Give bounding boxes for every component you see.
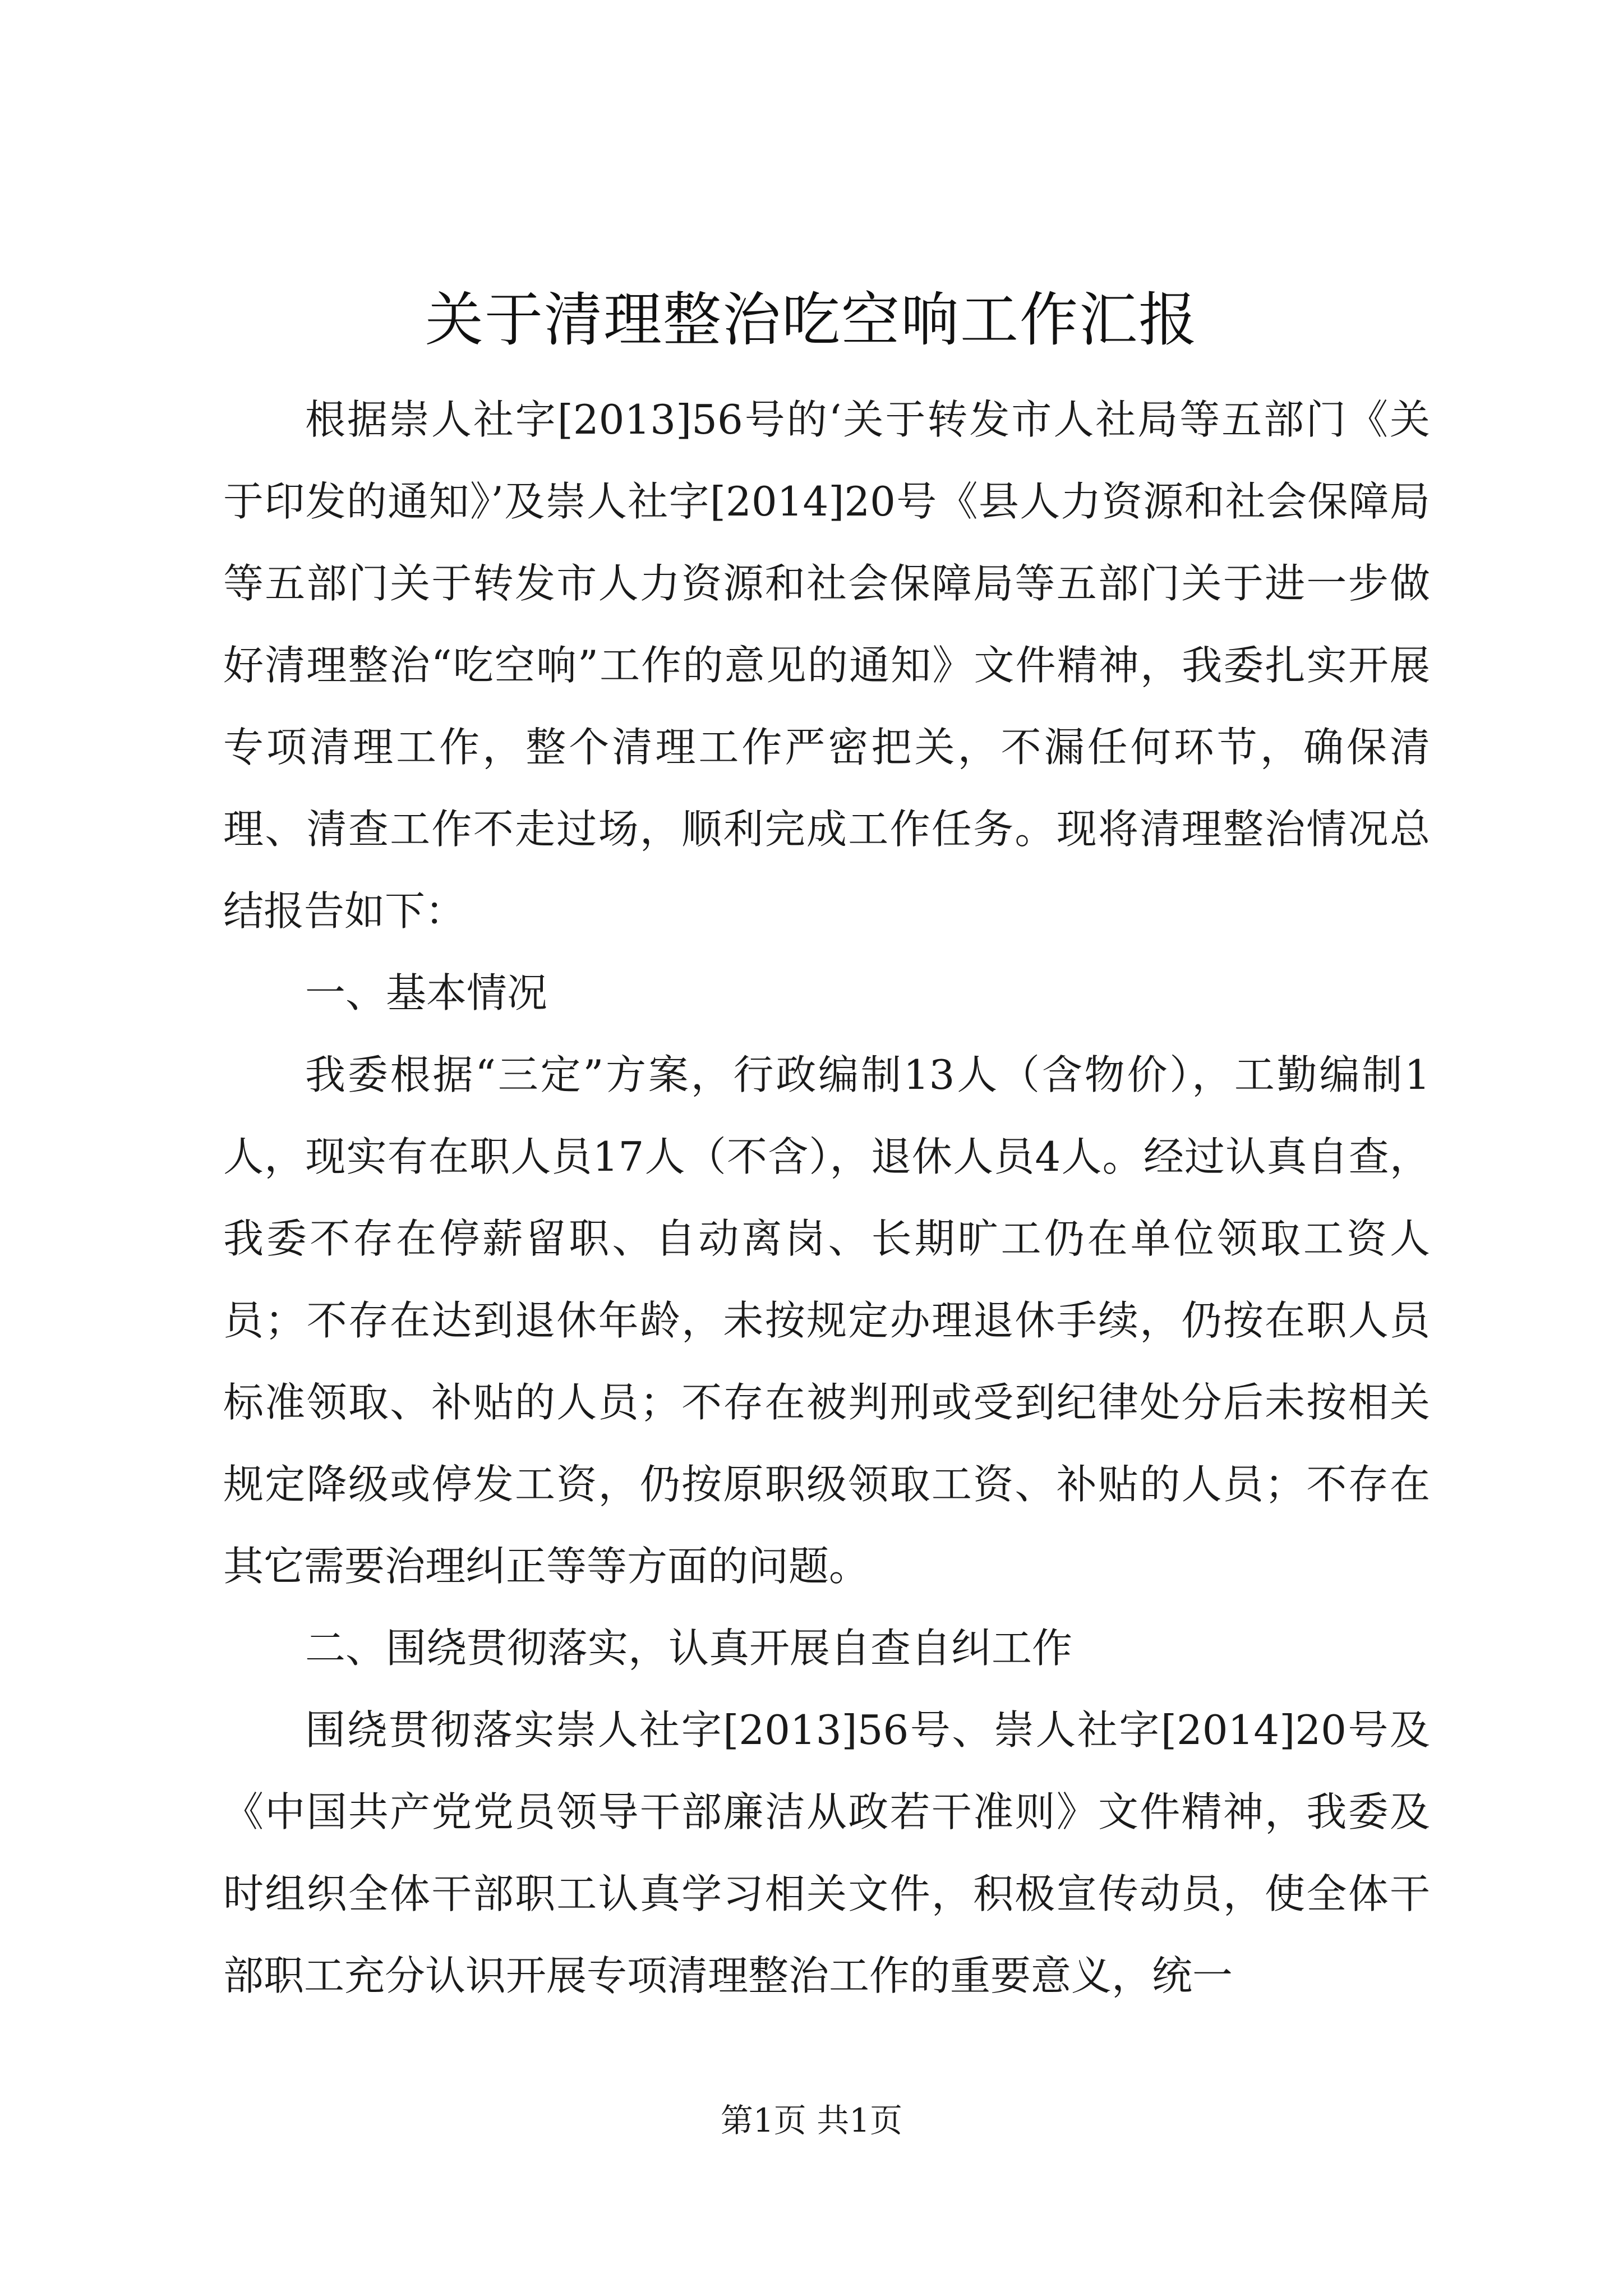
paragraph-basic-situation: 我委根据“三定”方案，行政编制13人（含物价），工勤编制1人，现实有在职人员17人（不含），退休人员4人。经过认真自查，我委不存在停薪留职、自动离岗、长期旷工仍在单位领取工资人员；不存在达到退休年龄，未按规定办理退休手续，仍按在职人员标准领取、补贴的人员；不存在被判刑或受到纪律处分后未按相关规定降级或停发工资，仍按原职级领取工资、补贴的人员；不存在其它需要治理纠正等等方面的问题。 (223, 1051, 1430, 1590)
document-title: 关于清理整治吃空响工作汇报 (425, 286, 1198, 354)
paragraph-intro: 根据崇人社字[2013]56号的‘关于转发市人社局等五部门《关于印发的通知》’及崇人社字[2014]20号《县人力资源和社会保障局等五部门关于转发市人力资源和社会保障局等五部门关于进一步做好清理整治“吃空响”工作的意见的通知》文件精神，我委扎实开展专项清理工作，整个清理工作严密把关，不漏任何环节，确保清理、清查工作不走过场，顺利完成工作任务。现将清理整治情况总结报告如下： (223, 396, 1430, 935)
section-heading-self-inspection: 二、围绕贯彻落实，认真开展自查自纠工作 (305, 1625, 1073, 1672)
document-body (223, 379, 1430, 2017)
paragraph-self-inspection: 围绕贯彻落实崇人社字[2013]56号、崇人社字[2014]20号及《中国共产党党员领导干部廉洁从政若干准则》文件精神，我委及时组织全体干部职工认真学习相关文件，积极宣传动员，使全体干部职工充分认识开展专项清理整治工作的重要意义，统一 (223, 1706, 1430, 1999)
page-number-footer: 第1页 共1页 (720, 2101, 903, 2139)
section-heading-basic-situation: 一、基本情况 (305, 969, 548, 1016)
